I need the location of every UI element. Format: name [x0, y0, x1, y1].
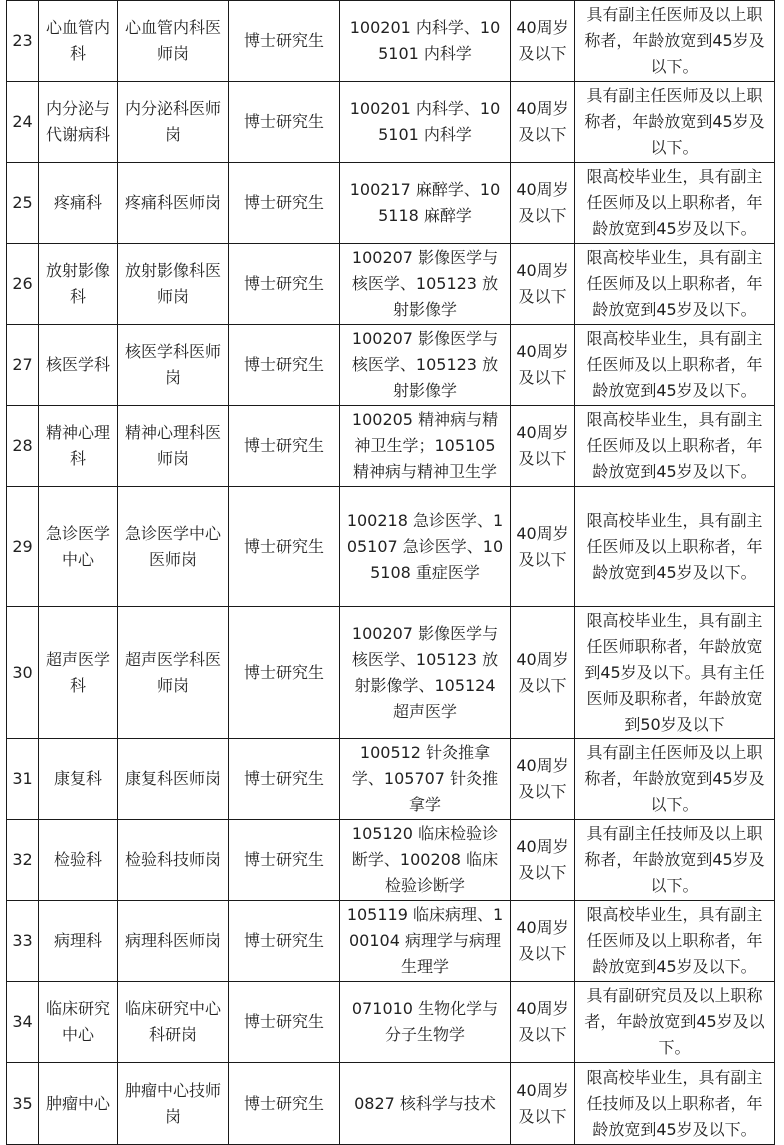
- table-row: [7, 739, 775, 820]
- major-cell: 100207 影像医学与核医学、105123 放射影像学、105124 超声医学: [340, 607, 511, 739]
- note-cell: 限高校毕业生，具有副主任医师及以上职称者，年龄放宽到45岁及以下。: [575, 163, 775, 244]
- note-cell: 具有副主任医师及以上职称者，年龄放宽到45岁及以下。: [575, 739, 775, 820]
- age-cell: 40周岁及以下: [511, 820, 575, 901]
- post-name-cell: 放射影像科医师岗: [118, 244, 229, 325]
- age-cell: 40周岁及以下: [511, 487, 575, 607]
- education-cell: 博士研究生: [229, 820, 340, 901]
- education-cell: 博士研究生: [229, 982, 340, 1063]
- age-cell: 40周岁及以下: [511, 406, 575, 487]
- department-cell: 放射影像科: [39, 244, 118, 325]
- post-name-cell: 急诊医学中心医师岗: [118, 487, 229, 607]
- education-cell: 博士研究生: [229, 487, 340, 607]
- row-number-cell: 30: [7, 607, 39, 739]
- education-cell: 博士研究生: [229, 325, 340, 406]
- post-name-cell: 康复科医师岗: [118, 739, 229, 820]
- age-cell: 40周岁及以下: [511, 901, 575, 982]
- major-cell: 0827 核科学与技术: [340, 1063, 511, 1145]
- note-cell: 具有副主任医师及以上职称者，年龄放宽到45岁及以下。: [575, 82, 775, 163]
- department-cell: 疼痛科: [39, 163, 118, 244]
- age-cell: 40周岁及以下: [511, 163, 575, 244]
- note-cell: 限高校毕业生，具有副主任医师及以上职称者，年龄放宽到45岁及以下。: [575, 487, 775, 607]
- post-name-cell: 临床研究中心科研岗: [118, 982, 229, 1063]
- post-name-cell: 检验科技师岗: [118, 820, 229, 901]
- department-cell: 超声医学科: [39, 607, 118, 739]
- note-cell: 限高校毕业生，具有副主任医师职称者，年龄放宽到45岁及以下。具有主任医师及职称者，年龄放宽到50岁及以下: [575, 607, 775, 739]
- note-cell: 限高校毕业生，具有副主任医师及以上职称者，年龄放宽到45岁及以下。: [575, 406, 775, 487]
- major-cell: 105119 临床病理、100104 病理学与病理生理学: [340, 901, 511, 982]
- major-cell: 100201 内科学、105101 内科学: [340, 82, 511, 163]
- department-cell: 检验科: [39, 820, 118, 901]
- table-row: [7, 1, 775, 82]
- table-row: [7, 901, 775, 982]
- education-cell: 博士研究生: [229, 406, 340, 487]
- department-cell: 肿瘤中心: [39, 1063, 118, 1145]
- note-cell: 限高校毕业生，具有副主任医师及以上职称者，年龄放宽到45岁及以下。: [575, 901, 775, 982]
- recruitment-table: [6, 0, 775, 1145]
- education-cell: 博士研究生: [229, 901, 340, 982]
- table-row: [7, 82, 775, 163]
- major-cell: 100217 麻醉学、105118 麻醉学: [340, 163, 511, 244]
- education-cell: 博士研究生: [229, 607, 340, 739]
- note-cell: 具有副研究员及以上职称者，年龄放宽到45岁及以下。: [575, 982, 775, 1063]
- department-cell: 核医学科: [39, 325, 118, 406]
- age-cell: 40周岁及以下: [511, 325, 575, 406]
- table-row: [7, 1063, 775, 1145]
- table-row: [7, 820, 775, 901]
- row-number-cell: 32: [7, 820, 39, 901]
- post-name-cell: 疼痛科医师岗: [118, 163, 229, 244]
- table-row: [7, 487, 775, 607]
- major-cell: 100512 针灸推拿学、105707 针灸推拿学: [340, 739, 511, 820]
- age-cell: 40周岁及以下: [511, 82, 575, 163]
- row-number-cell: 35: [7, 1063, 39, 1145]
- department-cell: 内分泌与代谢病科: [39, 82, 118, 163]
- department-cell: 康复科: [39, 739, 118, 820]
- post-name-cell: 核医学科医师岗: [118, 325, 229, 406]
- post-name-cell: 精神心理科医师岗: [118, 406, 229, 487]
- row-number-cell: 25: [7, 163, 39, 244]
- table-row: [7, 982, 775, 1063]
- note-cell: 具有副主任医师及以上职称者，年龄放宽到45岁及以下。: [575, 1, 775, 82]
- major-cell: 100207 影像医学与核医学、105123 放射影像学: [340, 325, 511, 406]
- post-name-cell: 病理科医师岗: [118, 901, 229, 982]
- note-cell: 限高校毕业生，具有副主任技师及以上职称者，年龄放宽到45岁及以下。: [575, 1063, 775, 1145]
- major-cell: 100201 内科学、105101 内科学: [340, 1, 511, 82]
- row-number-cell: 26: [7, 244, 39, 325]
- row-number-cell: 28: [7, 406, 39, 487]
- education-cell: 博士研究生: [229, 244, 340, 325]
- age-cell: 40周岁及以下: [511, 607, 575, 739]
- table-row: [7, 325, 775, 406]
- age-cell: 40周岁及以下: [511, 982, 575, 1063]
- education-cell: 博士研究生: [229, 163, 340, 244]
- note-cell: 限高校毕业生，具有副主任医师及以上职称者，年龄放宽到45岁及以下。: [575, 325, 775, 406]
- education-cell: 博士研究生: [229, 82, 340, 163]
- row-number-cell: 24: [7, 82, 39, 163]
- table-body: [7, 1, 775, 1145]
- education-cell: 博士研究生: [229, 1063, 340, 1145]
- note-cell: 限高校毕业生，具有副主任医师及以上职称者，年龄放宽到45岁及以下。: [575, 244, 775, 325]
- major-cell: 100218 急诊医学、105107 急诊医学、105108 重症医学: [340, 487, 511, 607]
- age-cell: 40周岁及以下: [511, 1, 575, 82]
- age-cell: 40周岁及以下: [511, 739, 575, 820]
- row-number-cell: 34: [7, 982, 39, 1063]
- major-cell: 100205 精神病与精神卫生学；105105 精神病与精神卫生学: [340, 406, 511, 487]
- major-cell: 105120 临床检验诊断学、100208 临床检验诊断学: [340, 820, 511, 901]
- note-cell: 具有副主任技师及以上职称者，年龄放宽到45岁及以下。: [575, 820, 775, 901]
- table-row: [7, 244, 775, 325]
- age-cell: 40周岁及以下: [511, 1063, 575, 1145]
- department-cell: 临床研究中心: [39, 982, 118, 1063]
- post-name-cell: 肿瘤中心技师岗: [118, 1063, 229, 1145]
- post-name-cell: 超声医学科医师岗: [118, 607, 229, 739]
- row-number-cell: 23: [7, 1, 39, 82]
- major-cell: 071010 生物化学与分子生物学: [340, 982, 511, 1063]
- row-number-cell: 27: [7, 325, 39, 406]
- department-cell: 急诊医学中心: [39, 487, 118, 607]
- table-row: [7, 607, 775, 739]
- education-cell: 博士研究生: [229, 1, 340, 82]
- department-cell: 病理科: [39, 901, 118, 982]
- age-cell: 40周岁及以下: [511, 244, 575, 325]
- table-row: [7, 163, 775, 244]
- department-cell: 精神心理科: [39, 406, 118, 487]
- post-name-cell: 内分泌科医师岗: [118, 82, 229, 163]
- education-cell: 博士研究生: [229, 739, 340, 820]
- table-row: [7, 406, 775, 487]
- major-cell: 100207 影像医学与核医学、105123 放射影像学: [340, 244, 511, 325]
- department-cell: 心血管内科: [39, 1, 118, 82]
- row-number-cell: 33: [7, 901, 39, 982]
- post-name-cell: 心血管内科医师岗: [118, 1, 229, 82]
- row-number-cell: 31: [7, 739, 39, 820]
- row-number-cell: 29: [7, 487, 39, 607]
